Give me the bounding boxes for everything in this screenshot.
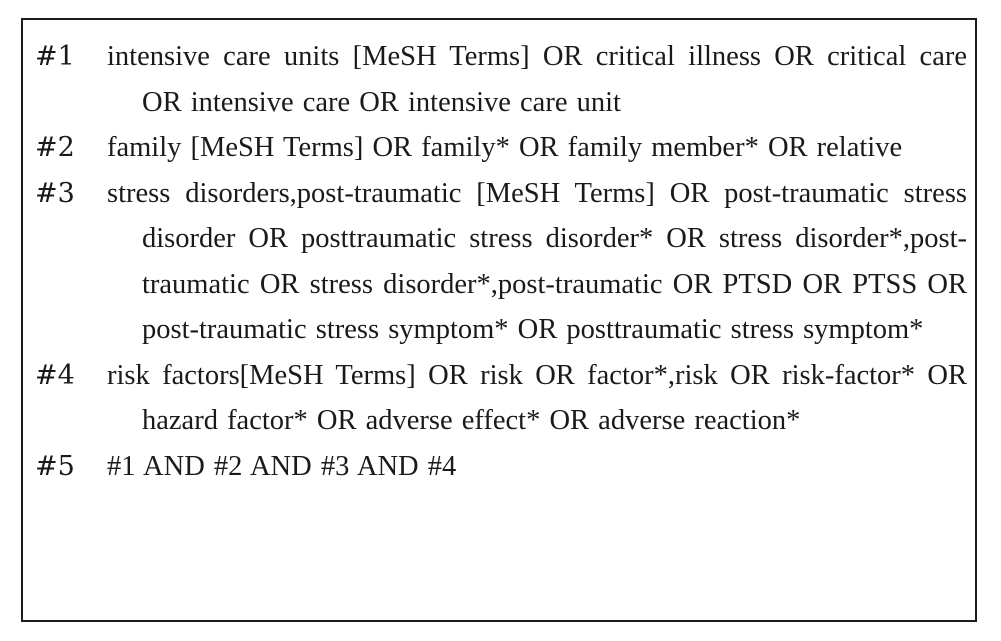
- search-row-2: [35, 125, 967, 171]
- search-row-label: #1: [35, 41, 75, 72]
- search-strategy-rows: [35, 34, 967, 489]
- search-row-1: [35, 34, 967, 125]
- search-row-label: #4: [35, 359, 75, 391]
- search-row-5: [35, 444, 967, 490]
- search-row-query: stress disorders,post-traumatic [MeSH Terms] OR post-traumatic stress disorder OR posttraumatic stress disorder* OR stress disorder*,post-traumatic OR stress disorder*,post-traumatic OR PTSD OR PTSS OR post-traumatic stress symptom* OR posttraumatic stress symptom*: [107, 177, 967, 345]
- search-row-4: [35, 353, 967, 444]
- search-row-query: family [MeSH Terms] OR family* OR family member* OR relative: [107, 132, 903, 163]
- search-row-query: #1 AND #2 AND #3 AND #4: [107, 450, 457, 482]
- search-row-label: #2: [35, 132, 75, 163]
- search-row-query: intensive care units [MeSH Terms] OR critical illness OR critical care OR intensive care OR intensive care unit: [107, 41, 967, 118]
- search-row-query: risk factors[MeSH Terms] OR risk OR factor*,risk OR risk-factor* OR hazard factor* OR adverse effect* OR adverse reaction*: [107, 359, 967, 436]
- search-row-label: #5: [35, 450, 75, 482]
- search-row-3: [35, 171, 967, 353]
- search-strategy-table: [21, 18, 977, 622]
- search-row-label: #3: [35, 177, 75, 209]
